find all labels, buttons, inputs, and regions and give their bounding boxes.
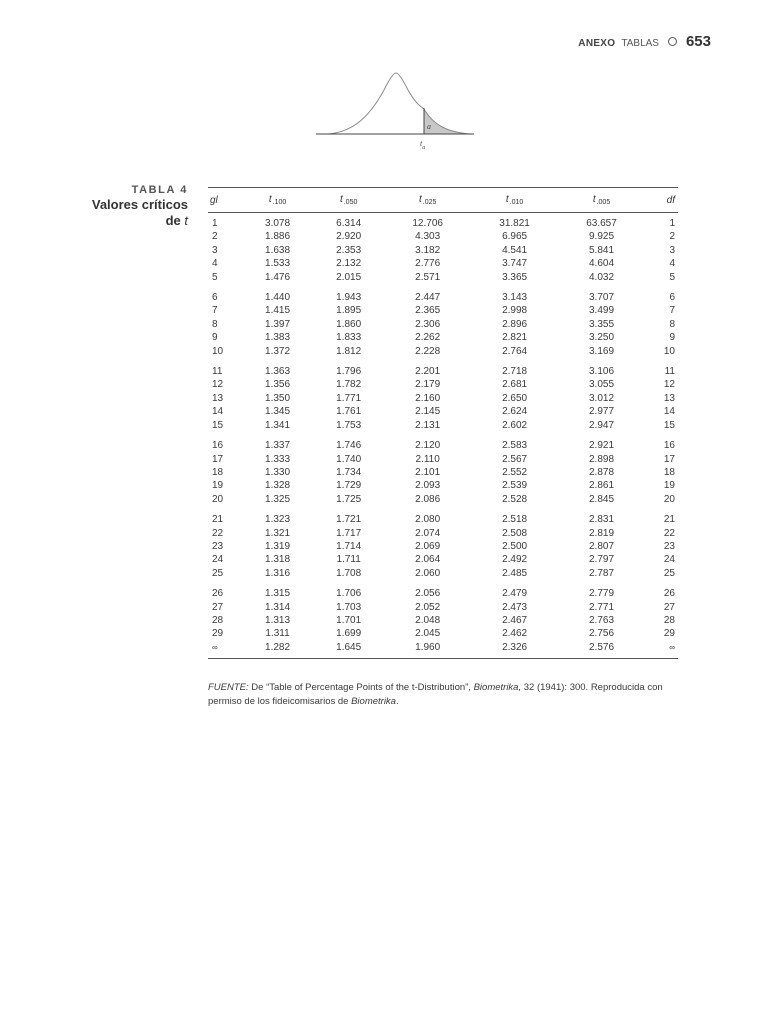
cell-df: 1 xyxy=(669,218,675,229)
table-title-variable: t xyxy=(184,213,188,228)
cell-df: 19 xyxy=(663,480,675,492)
table-row xyxy=(208,304,678,317)
table-title: Valores críticos xyxy=(91,197,188,212)
cell-value: 2.120 xyxy=(415,440,441,452)
cell-value: 2.069 xyxy=(415,540,441,552)
cell-value: 1.325 xyxy=(265,493,291,505)
cell-value: 1.341 xyxy=(265,419,291,431)
cell-value: 1.761 xyxy=(336,406,362,418)
cell-value: 2.060 xyxy=(415,567,441,579)
cell-df: 17 xyxy=(663,453,675,465)
cell-gl: 4 xyxy=(212,258,218,270)
cell-value: 6.965 xyxy=(502,231,528,243)
cell-df: 26 xyxy=(663,588,675,600)
cell-df: 11 xyxy=(664,366,675,378)
cell-value: 9.925 xyxy=(589,231,615,243)
cell-gl: 21 xyxy=(212,514,224,526)
cell-gl: 16 xyxy=(212,440,224,452)
cell-value: 2.567 xyxy=(502,453,528,465)
cell-df: 10 xyxy=(663,345,675,357)
cell-value: 2.819 xyxy=(589,527,615,539)
cell-value: 1.397 xyxy=(265,318,291,330)
cell-value: 3.250 xyxy=(589,332,615,344)
table-row xyxy=(208,378,678,391)
cell-value: 1.895 xyxy=(336,305,362,317)
cell-gl: 25 xyxy=(212,567,224,579)
table-header-row xyxy=(208,188,678,213)
table-row xyxy=(208,358,678,378)
cell-value: 2.201 xyxy=(415,366,441,378)
cell-value: 2.462 xyxy=(502,628,528,640)
cell-df: 2 xyxy=(669,231,675,243)
cell-value: 2.861 xyxy=(589,480,615,492)
cell-value: 2.080 xyxy=(415,514,441,526)
table-row xyxy=(208,331,678,344)
cell-value: 1.350 xyxy=(265,392,291,404)
cell-value: 1.812 xyxy=(336,345,362,357)
cell-value: 2.045 xyxy=(415,628,441,640)
cell-value: 1.356 xyxy=(265,379,291,391)
table-row xyxy=(208,553,678,566)
table-row xyxy=(208,627,678,640)
cell-gl: 12 xyxy=(212,379,224,391)
cell-gl: 18 xyxy=(212,466,224,478)
cell-value: 3.106 xyxy=(589,366,615,378)
cell-value: 4.303 xyxy=(415,231,441,243)
table-row xyxy=(208,580,678,600)
cell-value: 2.896 xyxy=(502,318,528,330)
cell-df: 20 xyxy=(663,493,675,505)
cell-value: 1.746 xyxy=(336,440,362,452)
cell-df: 3 xyxy=(669,244,675,256)
cell-value: 2.179 xyxy=(415,379,441,391)
cell-gl: 27 xyxy=(212,601,224,613)
cell-gl: 29 xyxy=(212,628,224,640)
journal-name-2: Biometrika xyxy=(351,696,396,707)
cell-value: 2.718 xyxy=(502,366,528,378)
table-row xyxy=(208,432,678,452)
cell-value: 12.706 xyxy=(412,218,443,229)
table-row xyxy=(208,419,678,432)
cell-value: 4.032 xyxy=(589,271,615,283)
cell-value: 2.539 xyxy=(502,480,528,492)
table-row xyxy=(208,601,678,614)
cell-value: 1.319 xyxy=(265,540,291,552)
cell-value: 2.508 xyxy=(502,527,528,539)
table-row xyxy=(208,479,678,492)
cell-value: 2.492 xyxy=(502,554,528,566)
cell-value: 1.318 xyxy=(265,554,291,566)
t-critical-values-table xyxy=(208,187,678,659)
table-row xyxy=(208,641,678,659)
cell-df: 22 xyxy=(663,527,675,539)
cell-value: 2.583 xyxy=(502,440,528,452)
cell-value: 1.282 xyxy=(242,641,313,659)
cell-df: 5 xyxy=(669,271,675,283)
cell-df: 16 xyxy=(663,440,675,452)
cell-value: 2.056 xyxy=(415,588,441,600)
cell-value: 3.182 xyxy=(415,244,441,256)
cell-value: 1.440 xyxy=(265,292,291,304)
cell-df: 7 xyxy=(669,305,675,317)
cell-value: 2.947 xyxy=(589,419,615,431)
source-label: FUENTE: xyxy=(208,682,249,693)
t-distribution-figure xyxy=(316,70,474,152)
cell-value: 2.228 xyxy=(415,345,441,357)
cell-value: 3.055 xyxy=(589,379,615,391)
cell-value: 1.330 xyxy=(265,466,291,478)
cell-df: 12 xyxy=(663,379,675,391)
cell-df: 15 xyxy=(663,419,675,431)
cell-value: 2.048 xyxy=(415,614,441,626)
cell-value: 2.779 xyxy=(589,588,615,600)
cell-value: 1.701 xyxy=(336,614,362,626)
cell-value: 2.878 xyxy=(589,466,615,478)
cell-value: 2.064 xyxy=(415,554,441,566)
table-row xyxy=(208,506,678,526)
cell-value: 3.365 xyxy=(502,271,528,283)
header-t025: $t_{.025}$ xyxy=(418,194,437,206)
cell-value: 2.831 xyxy=(589,514,615,526)
cell-value: 1.328 xyxy=(265,480,291,492)
cell-gl: 8 xyxy=(212,318,218,330)
cell-value: 2.500 xyxy=(502,540,528,552)
header-t100: $t_{.100}$ xyxy=(268,194,287,206)
cell-value: 1.782 xyxy=(336,379,362,391)
cell-value: 1.708 xyxy=(336,567,362,579)
cell-value: 1.345 xyxy=(265,406,291,418)
table-row xyxy=(208,345,678,358)
cell-gl: 15 xyxy=(212,419,224,431)
cell-value: 2.132 xyxy=(336,258,362,270)
t-critical-label: $t_a$ xyxy=(420,139,426,151)
cell-value: 2.262 xyxy=(415,332,441,344)
table-row xyxy=(208,453,678,466)
cell-value: 2.998 xyxy=(502,305,528,317)
cell-value: 2.771 xyxy=(589,601,615,613)
cell-value: 1.717 xyxy=(336,527,362,539)
cell-value: 2.145 xyxy=(415,406,441,418)
cell-value: 2.821 xyxy=(502,332,528,344)
table-caption xyxy=(60,184,188,228)
table-row xyxy=(208,244,678,257)
cell-value: 1.860 xyxy=(336,318,362,330)
cell-df: 13 xyxy=(663,392,675,404)
cell-value: 3.355 xyxy=(589,318,615,330)
cell-df: 28 xyxy=(663,614,675,626)
cell-df: 29 xyxy=(663,628,675,640)
cell-value: 1.476 xyxy=(265,271,291,283)
cell-value: 3.169 xyxy=(589,345,615,357)
cell-value: 1.315 xyxy=(265,588,291,600)
table-row xyxy=(208,230,678,243)
cell-value: 2.326 xyxy=(471,641,558,659)
cell-value: 1.311 xyxy=(265,628,290,640)
cell-gl: 5 xyxy=(212,271,218,283)
cell-value: 1.960 xyxy=(384,641,471,659)
header-t010: $t_{.010}$ xyxy=(505,194,524,206)
table-row xyxy=(208,271,678,284)
cell-gl: 9 xyxy=(212,332,218,344)
cell-value: 1.711 xyxy=(336,554,361,566)
cell-gl: 19 xyxy=(212,480,224,492)
cell-value: 2.447 xyxy=(415,292,441,304)
cell-value: 1.771 xyxy=(336,392,362,404)
table-row xyxy=(208,405,678,418)
cell-df: 27 xyxy=(663,601,675,613)
cell-value: 1.729 xyxy=(336,480,362,492)
cell-value: 2.086 xyxy=(415,493,441,505)
cell-value: 2.479 xyxy=(502,588,528,600)
cell-value: 1.363 xyxy=(265,366,291,378)
cell-value: 2.365 xyxy=(415,305,441,317)
table-row xyxy=(208,567,678,580)
table-row xyxy=(208,318,678,331)
cell-value: 4.541 xyxy=(502,244,528,256)
cell-value: 2.763 xyxy=(589,614,615,626)
cell-value: 2.650 xyxy=(502,392,528,404)
cell-gl: 20 xyxy=(212,493,224,505)
header-df: df xyxy=(666,194,675,206)
table-row xyxy=(208,540,678,553)
cell-value: 1.886 xyxy=(265,231,291,243)
cell-value: 1.638 xyxy=(265,244,291,256)
cell-gl: 7 xyxy=(212,305,218,317)
table-row xyxy=(208,284,678,304)
cell-value: 2.776 xyxy=(415,258,441,270)
cell-value: 2.353 xyxy=(336,244,362,256)
cell-value: 1.699 xyxy=(336,628,362,640)
table-row xyxy=(208,392,678,405)
cell-gl: 11 xyxy=(212,366,223,378)
cell-value: 1.703 xyxy=(336,601,362,613)
cell-value: 1.313 xyxy=(265,614,291,626)
cell-value: 3.499 xyxy=(589,305,615,317)
page-number: 653 xyxy=(685,33,711,50)
cell-df: 18 xyxy=(663,466,675,478)
density-curve xyxy=(328,73,470,134)
cell-value: 4.604 xyxy=(589,258,615,270)
journal-name: Biometrika, xyxy=(473,682,522,693)
cell-value: 1.323 xyxy=(265,514,291,526)
cell-value: 1.372 xyxy=(265,345,291,357)
cell-value: 1.706 xyxy=(336,588,362,600)
cell-gl: 14 xyxy=(212,406,224,418)
table-row xyxy=(208,466,678,479)
cell-value: 1.725 xyxy=(336,493,362,505)
cell-df: 9 xyxy=(669,332,675,344)
cell-df: 25 xyxy=(663,567,675,579)
cell-value: 1.753 xyxy=(336,419,362,431)
cell-gl: 10 xyxy=(212,345,224,357)
cell-value: 2.473 xyxy=(502,601,528,613)
cell-value: 2.898 xyxy=(589,453,615,465)
cell-value: 3.078 xyxy=(265,218,291,229)
header-t050: $t_{.050}$ xyxy=(339,194,358,206)
cell-df: 6 xyxy=(669,292,675,304)
cell-gl: 26 xyxy=(212,588,224,600)
alpha-label: a xyxy=(427,122,431,131)
cell-value: 1.333 xyxy=(265,453,291,465)
cell-gl: 23 xyxy=(212,540,224,552)
source-note: FUENTE: De “Table of Percentage Points of the t-Distribution”, Biometrika, 32 (1941): 300. Reproducida con permiso de los fideicomisarios de Biometrika. xyxy=(208,682,663,707)
cell-value: 63.657 xyxy=(586,218,617,229)
table-body xyxy=(208,213,678,659)
running-head-subsection: TABLAS xyxy=(621,38,659,49)
cell-value: 2.920 xyxy=(336,231,362,243)
running-head-section: ANEXO xyxy=(578,38,616,49)
cell-value: 2.074 xyxy=(415,527,441,539)
cell-gl: 17 xyxy=(212,453,224,465)
cell-value: 2.756 xyxy=(589,628,615,640)
cell-value: 2.552 xyxy=(502,466,528,478)
cell-df: 23 xyxy=(663,540,675,552)
table-number: TABLA 4 xyxy=(131,184,188,196)
cell-gl: 28 xyxy=(212,614,224,626)
cell-value: 1.314 xyxy=(265,601,291,613)
cell-df: 14 xyxy=(663,406,675,418)
cell-value: 31.821 xyxy=(499,218,530,229)
cell-gl: 3 xyxy=(212,244,218,256)
table-row xyxy=(208,614,678,627)
cell-value: 1.740 xyxy=(336,453,362,465)
cell-value: 1.645 xyxy=(313,641,384,659)
cell-value: 2.764 xyxy=(502,345,528,357)
cell-value: 3.012 xyxy=(589,392,615,404)
cell-value: 2.571 xyxy=(415,271,441,283)
cell-value: 1.734 xyxy=(336,466,362,478)
cell-value: 2.624 xyxy=(502,406,528,418)
cell-gl: 24 xyxy=(212,554,224,566)
cell-value: 1.714 xyxy=(336,540,362,552)
cell-value: 2.052 xyxy=(415,601,441,613)
table-row xyxy=(208,257,678,270)
header-t005: $t_{.005}$ xyxy=(592,194,611,206)
cell-df: 8 xyxy=(669,318,675,330)
cell-value: 3.747 xyxy=(502,258,528,270)
cell-value: 6.314 xyxy=(336,218,362,229)
cell-value: 1.943 xyxy=(336,292,362,304)
cell-value: 2.131 xyxy=(415,419,441,431)
cell-value: 2.602 xyxy=(502,419,528,431)
cell-value: 1.796 xyxy=(336,366,362,378)
table-title-line2: de t xyxy=(165,213,188,228)
cell-value: 2.977 xyxy=(589,406,615,418)
cell-value: 2.921 xyxy=(589,440,615,452)
cell-value: 1.415 xyxy=(265,305,291,317)
cell-gl: 13 xyxy=(212,392,224,404)
cell-gl: 22 xyxy=(212,527,224,539)
cell-value: 2.845 xyxy=(589,493,615,505)
cell-value: 2.110 xyxy=(415,453,440,465)
cell-gl: 2 xyxy=(212,231,218,243)
cell-value: 2.797 xyxy=(589,554,615,566)
cell-value: 1.337 xyxy=(265,440,291,452)
cell-df: 24 xyxy=(663,554,675,566)
cell-df: ∞ xyxy=(645,641,678,659)
header-gl: gl xyxy=(210,194,218,206)
cell-value: 2.681 xyxy=(502,379,528,391)
cell-value: 2.160 xyxy=(415,392,441,404)
table-row xyxy=(208,527,678,540)
cell-value: 5.841 xyxy=(589,244,615,256)
cell-value: 1.721 xyxy=(336,514,362,526)
cell-value: 1.321 xyxy=(265,527,291,539)
cell-value: 2.015 xyxy=(336,271,362,283)
cell-gl: 6 xyxy=(212,292,218,304)
cell-gl: ∞ xyxy=(208,641,242,659)
cell-value: 2.528 xyxy=(502,493,528,505)
cell-value: 3.707 xyxy=(589,292,615,304)
circle-bullet-icon xyxy=(668,37,677,46)
cell-value: 1.533 xyxy=(265,258,291,270)
cell-value: 2.576 xyxy=(558,641,645,659)
cell-value: 2.807 xyxy=(589,540,615,552)
cell-value: 2.101 xyxy=(415,466,441,478)
cell-gl: 1 xyxy=(212,218,218,229)
cell-df: 4 xyxy=(669,258,675,270)
cell-value: 1.383 xyxy=(265,332,291,344)
cell-value: 1.833 xyxy=(336,332,362,344)
cell-value: 2.518 xyxy=(502,514,528,526)
cell-value: 2.467 xyxy=(502,614,528,626)
table-row xyxy=(208,213,678,231)
cell-value: 2.485 xyxy=(502,567,528,579)
cell-value: 2.787 xyxy=(589,567,615,579)
cell-value: 3.143 xyxy=(502,292,528,304)
cell-value: 1.316 xyxy=(265,567,291,579)
cell-value: 2.093 xyxy=(415,480,441,492)
cell-value: 2.306 xyxy=(415,318,441,330)
cell-df: 21 xyxy=(663,514,675,526)
page-header xyxy=(578,33,711,50)
table-row xyxy=(208,493,678,506)
